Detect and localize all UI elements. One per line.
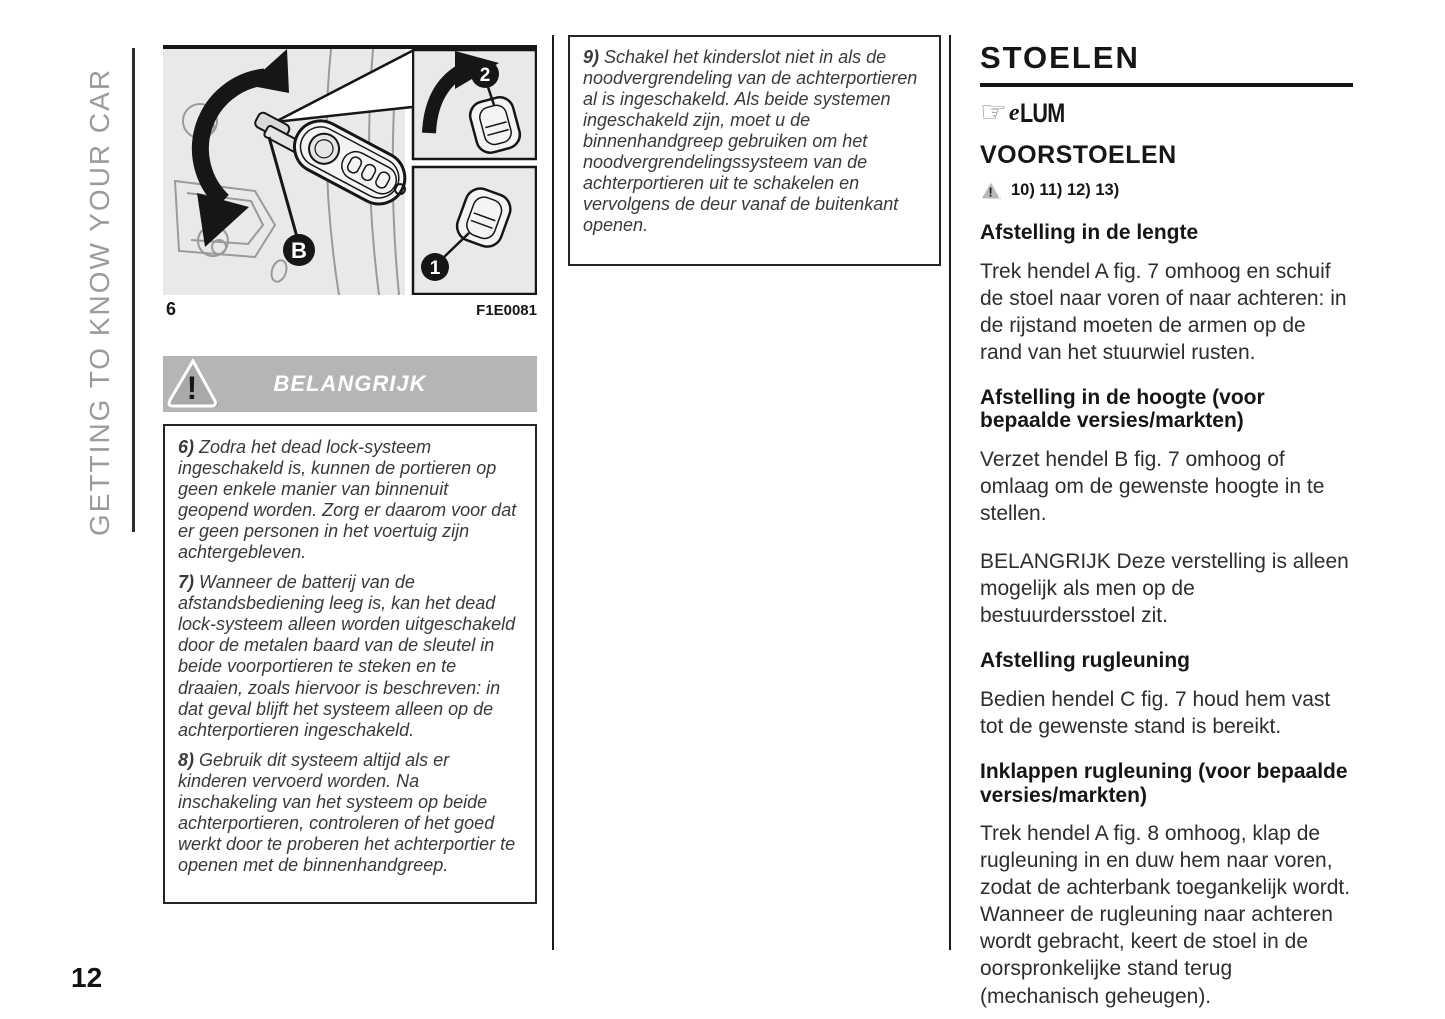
paragraph: BELANGRIJK Deze verstelling is alleen mogelijk als men op de bestuurdersstoel zit. [980, 550, 1349, 628]
column-divider-right [949, 35, 951, 950]
warning-triangle-small-icon [980, 180, 1002, 201]
heading-height-adjustment: Afstelling in de hoogte (voor bepaalde versies/markten) [980, 385, 1265, 433]
svg-text:1: 1 [429, 258, 441, 279]
page-number: 12 [71, 962, 103, 993]
warning-references [980, 180, 1353, 201]
figure-door-lock [163, 45, 537, 295]
note-6: 6) Zodra het dead lock-systeem ingeschakeld is, kunnen de portieren op geen enkele manier van binnenuit geopend worden. Zorg er daarom voor dat er geen personen in het voertuig zijn achtergebleven. [178, 437, 517, 563]
subsection-title: VOORSTOELEN [980, 141, 1177, 169]
svg-text:2: 2 [479, 65, 491, 86]
paragraph: Verzet hendel B fig. 7 omhoog of omlaag om de gewenste hoogte in te stellen. [980, 447, 1325, 526]
elum-logo-e: e [1008, 99, 1020, 126]
svg-text:B: B [291, 238, 307, 263]
important-banner [163, 356, 537, 412]
notes-box-middle [568, 35, 941, 266]
figure-caption [163, 299, 537, 320]
sidebar-divider [132, 48, 135, 532]
heading-length-adjustment: Afstelling in de lengte [980, 221, 1199, 244]
important-banner-title: BELANGRIJK [273, 371, 427, 396]
note-7: 7) Wanneer de batterij van de afstandsbediening leeg is, kan het dead lock-systeem alleen worden uitgeschakeld door de metalen baard van de sleutel in beide voorportieren te steken en te draaien, zoals hiervoor is beschreven: in dat geval blijft het systeem alleen op de achterportieren ingeschakeld. [178, 572, 516, 740]
column-divider-left [552, 35, 554, 950]
notes-box-left [163, 424, 537, 904]
figure-code: F1E0081 [476, 302, 537, 319]
note-8: 8) Gebruik dit systeem altijd als er kinderen vervoerd worden. Na inschakeling van het systeem op beide achterportieren, controleren of het goed werkt door te proberen het achterportier te openen met de binnenhandgreep. [178, 749, 516, 875]
elum-logo [980, 96, 1353, 130]
paragraph: Trek hendel A fig. 7 omhoog en schuif de stoel naar voren of naar achteren: in de rijstand moeten de armen op de rand van het stuurwiel rusten. [980, 259, 1347, 364]
heading-backrest-folding: Inklappen rugleuning (voor bepaalde versies/markten) [980, 760, 1348, 807]
paragraph: Bedien hendel C fig. 7 houd hem vast tot de gewenste stand is bereikt. [980, 687, 1331, 738]
chapter-sidebar-label: GETTING TO KNOW YOUR CAR [84, 67, 115, 536]
paragraph: Trek hendel A fig. 8 omhoog, klap de rugleuning in en duw hem naar voren, zodat de achterbank toegankelijk wordt. Wanneer de rugleuning naar achteren wordt gebracht, keert de stoel in de oorspronkelijke stand terug (mechanisch geheugen). [980, 822, 1351, 1008]
figure-number: 6 [166, 299, 177, 319]
section-title: STOELEN [980, 40, 1353, 87]
svg-text:!: ! [988, 184, 993, 200]
door-lock-illustration [163, 45, 537, 295]
warning-reference-numbers: 10) 11) 12) 13) [1011, 181, 1120, 199]
heading-backrest-adjustment: Afstelling rugleuning [980, 649, 1190, 673]
svg-text:!: ! [186, 370, 198, 406]
right-column [980, 40, 1353, 1010]
pointing-hand-icon: ☞ [980, 95, 1007, 130]
note-9: 9) Schakel het kinderslot niet in als de noodvergrendeling van de achterportieren al is ingeschakeld. Als beide systemen ingeschakeld zijn, moet u de binnenhandgreep gebruiken om het noodvergrendelingssysteem van de achterportieren uit te schakelen en vervolgens de deur vanaf de buitenkant openen. [583, 47, 918, 236]
elum-logo-lum: LUM [1019, 97, 1064, 128]
warning-triangle-icon [166, 357, 220, 411]
